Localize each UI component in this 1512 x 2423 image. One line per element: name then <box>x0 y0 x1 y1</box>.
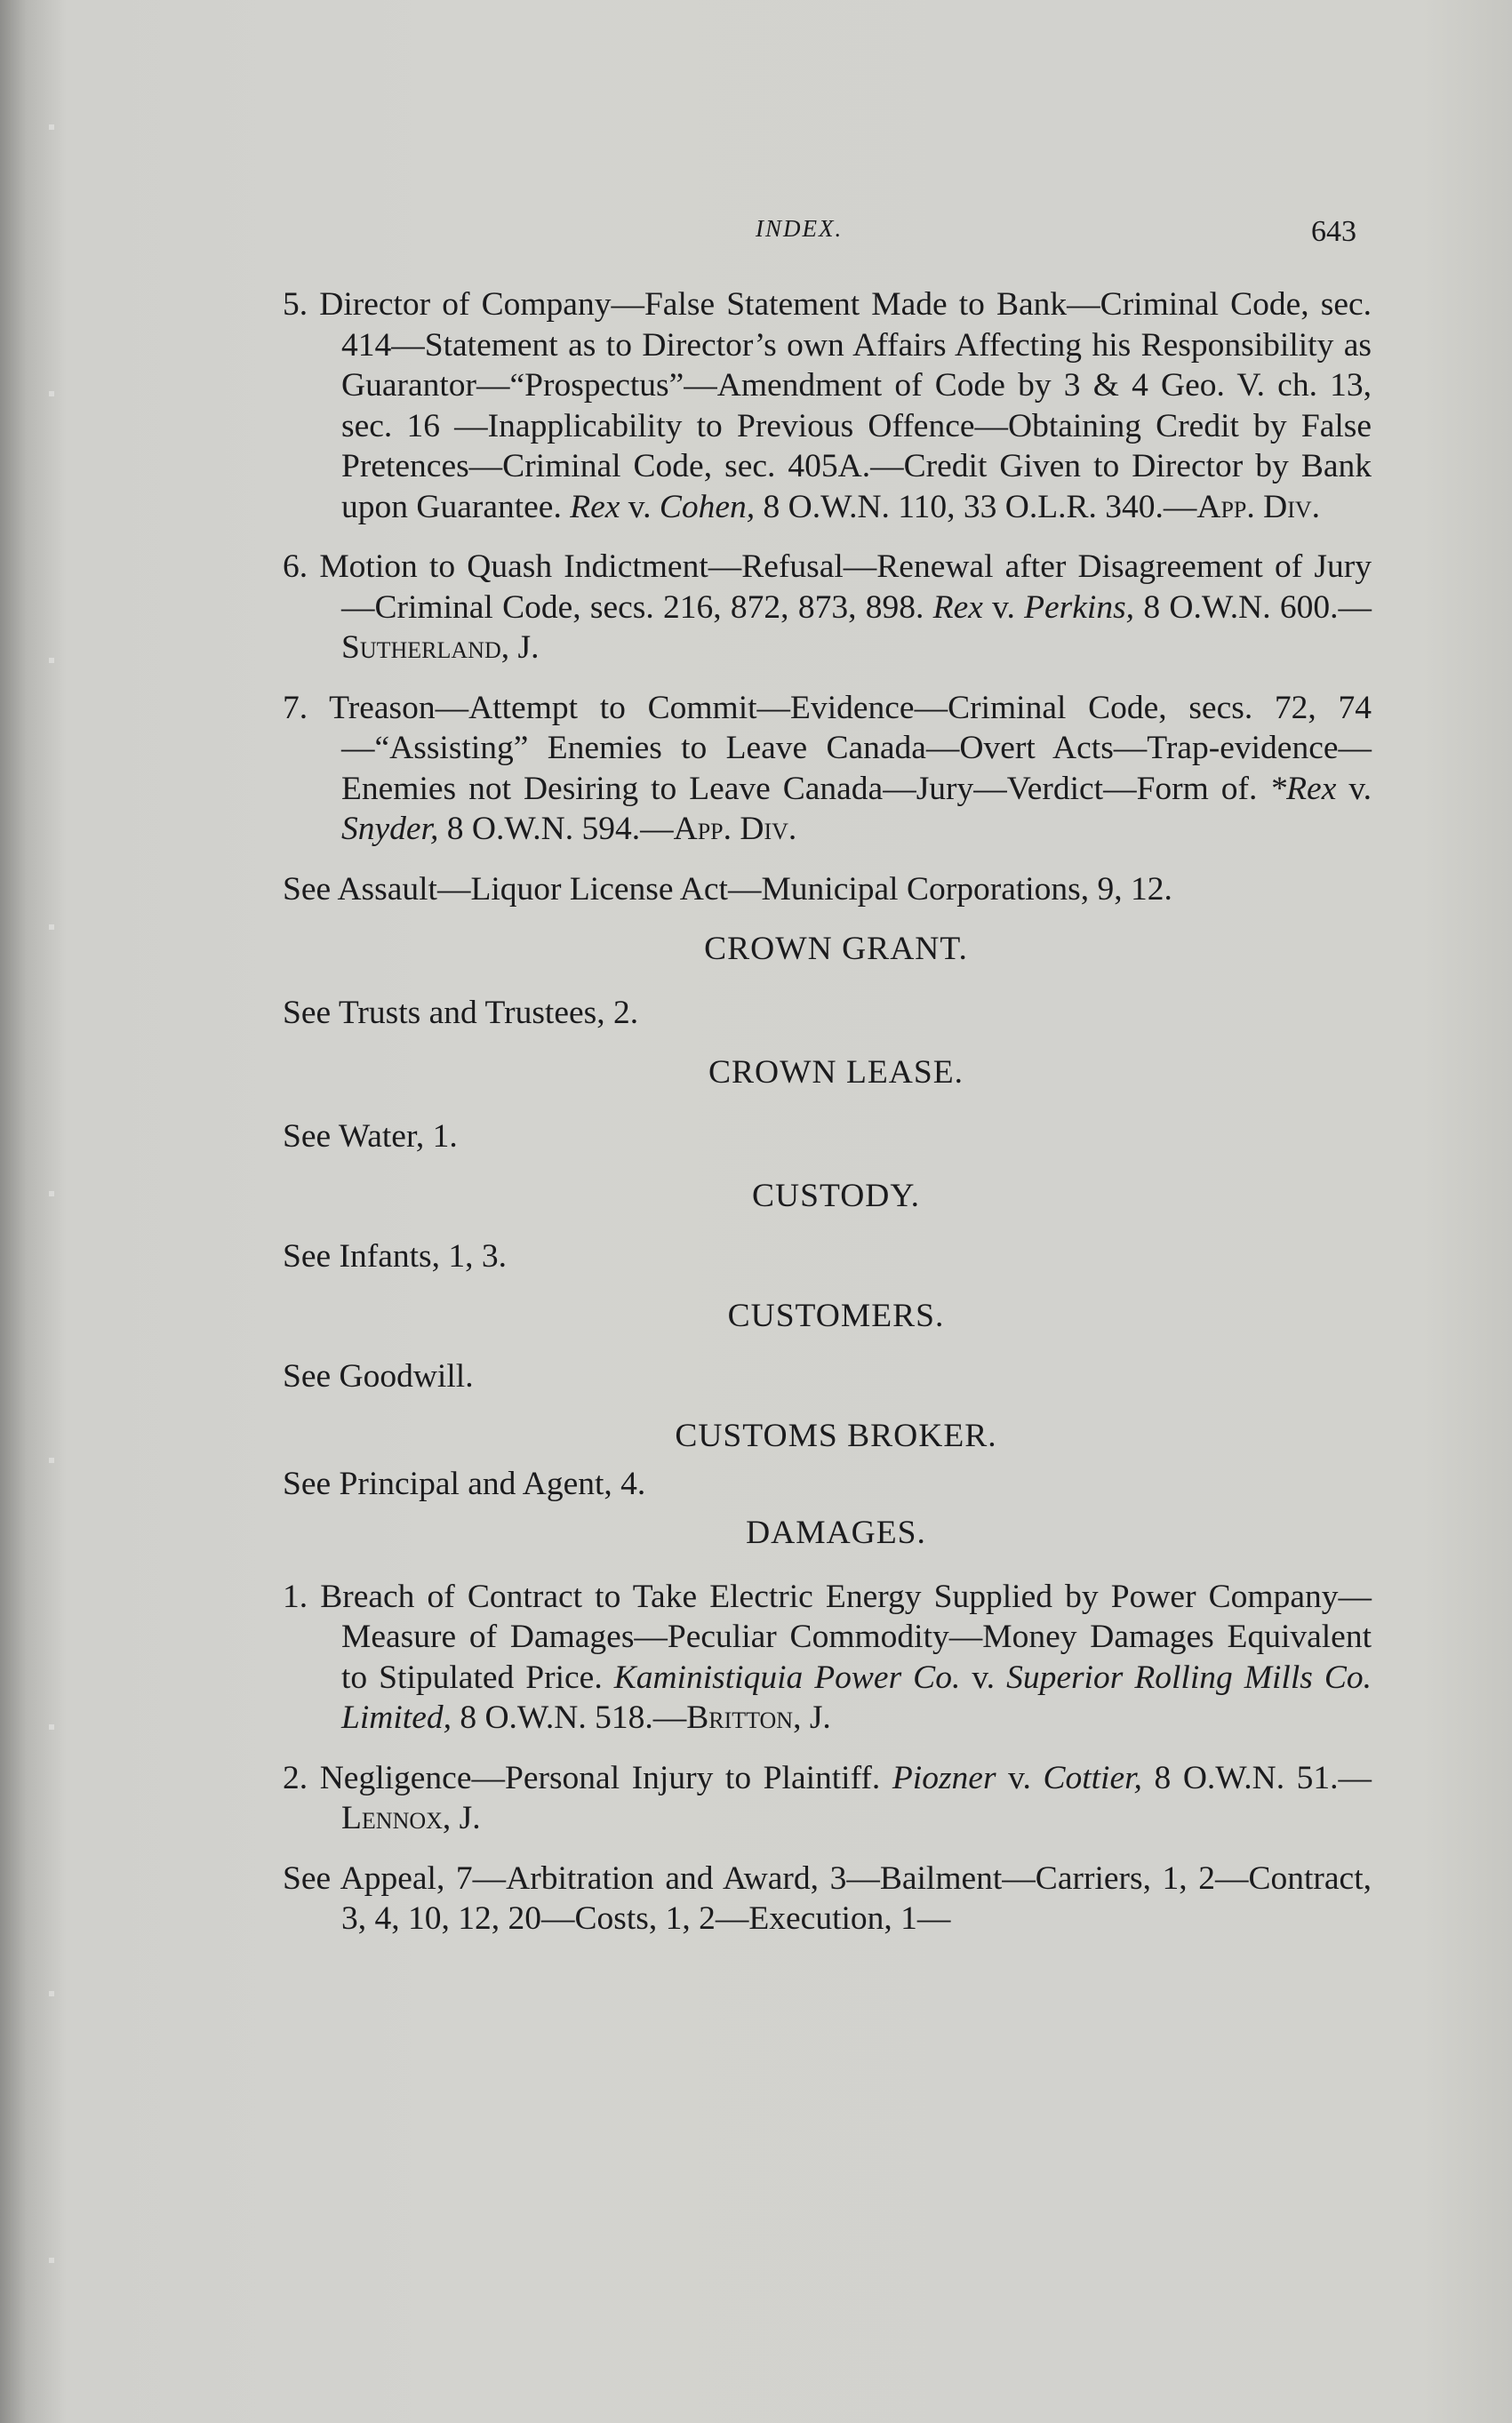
index-content <box>283 284 1372 1939</box>
see-also-crown-lease: See Water, 1. <box>283 1117 458 1155</box>
see-also-criminal: See Assault—Liquor License Act—Municipal Corporations, 9, 12. <box>283 870 1172 908</box>
index-entry-5: 5. Director of Company—False Statement Made to Bank—Criminal Code, sec. 414—Statement as to Director’s own Affairs Affecting his Responsibility as Guarantor—“Prospectus”—Amendment of Code by 3 & 4 Geo. V. ch. 13, sec. 16 —Inapplicability to Previous Offence—Obtaining Credit by False Pretences—Criminal Code, sec. 405A.—Credit Given to Director by Bank upon Guarantee. Rex v. Cohen, 8 O.W.N. 110, 33 O.L.R. 340.—App. Div. <box>283 286 1372 525</box>
running-title: INDEX. <box>756 215 844 242</box>
see-also-customs-broker: See Principal and Agent, 4. <box>283 1465 646 1502</box>
see-also-customers: See Goodwill. <box>283 1357 474 1395</box>
see-also-custody: See Infants, 1, 3. <box>283 1237 508 1275</box>
binding-gutter <box>49 0 54 2423</box>
heading-crown-grant: CROWN GRANT. <box>704 931 968 967</box>
running-head <box>0 215 1512 251</box>
heading-customs-broker: CUSTOMS BROKER. <box>675 1418 997 1454</box>
damages-entry-1: 1. Breach of Contract to Take Electric Energy Supplied by Power Company—Measure of Damages—Peculiar Commodity—Money Damages Equivalent to Stipulated Price. Kaministiquia Power Co. v. Superior Rolling Mills Co. Limited, 8 O.W.N. 518.—Britton, J. <box>283 1578 1372 1736</box>
heading-customers: CUSTOMERS. <box>727 1298 945 1334</box>
index-entry-7: 7. Treason—Attempt to Commit—Evidence—Criminal Code, secs. 72, 74—“Assisting” Enemies to Leave Canada—Overt Acts—Trap-evidence—Enemies not Desiring to Leave Canada—Jury—Verdict—Form of. *Rex v. Snyder, 8 O.W.N. 594.—App. Div. <box>283 689 1372 847</box>
see-also-damages: See Appeal, 7—Arbitration and Award, 3—Bailment—Carriers, 1, 2—Contract, 3, 4, 10, 12, 20—Costs, 1, 2—Execution, 1— <box>283 1859 1372 1937</box>
damages-entry-2: 2. Negligence—Personal Injury to Plaintiff. Piozner v. Cottier, 8 O.W.N. 51.—Lennox, J. <box>283 1759 1372 1836</box>
heading-damages: DAMAGES. <box>746 1515 926 1551</box>
page-number: 643 <box>1311 215 1356 248</box>
heading-crown-lease: CROWN LEASE. <box>708 1054 964 1091</box>
index-entry-6: 6. Motion to Quash Indictment—Refusal—Renewal after Disagreement of Jury—Criminal Code, secs. 216, 872, 873, 898. Rex v. Perkins, 8 O.W.N. 600.—Sutherland, J. <box>283 548 1372 666</box>
see-also-crown-grant: See Trusts and Trustees, 2. <box>283 994 639 1031</box>
heading-custody: CUSTODY. <box>752 1178 920 1214</box>
